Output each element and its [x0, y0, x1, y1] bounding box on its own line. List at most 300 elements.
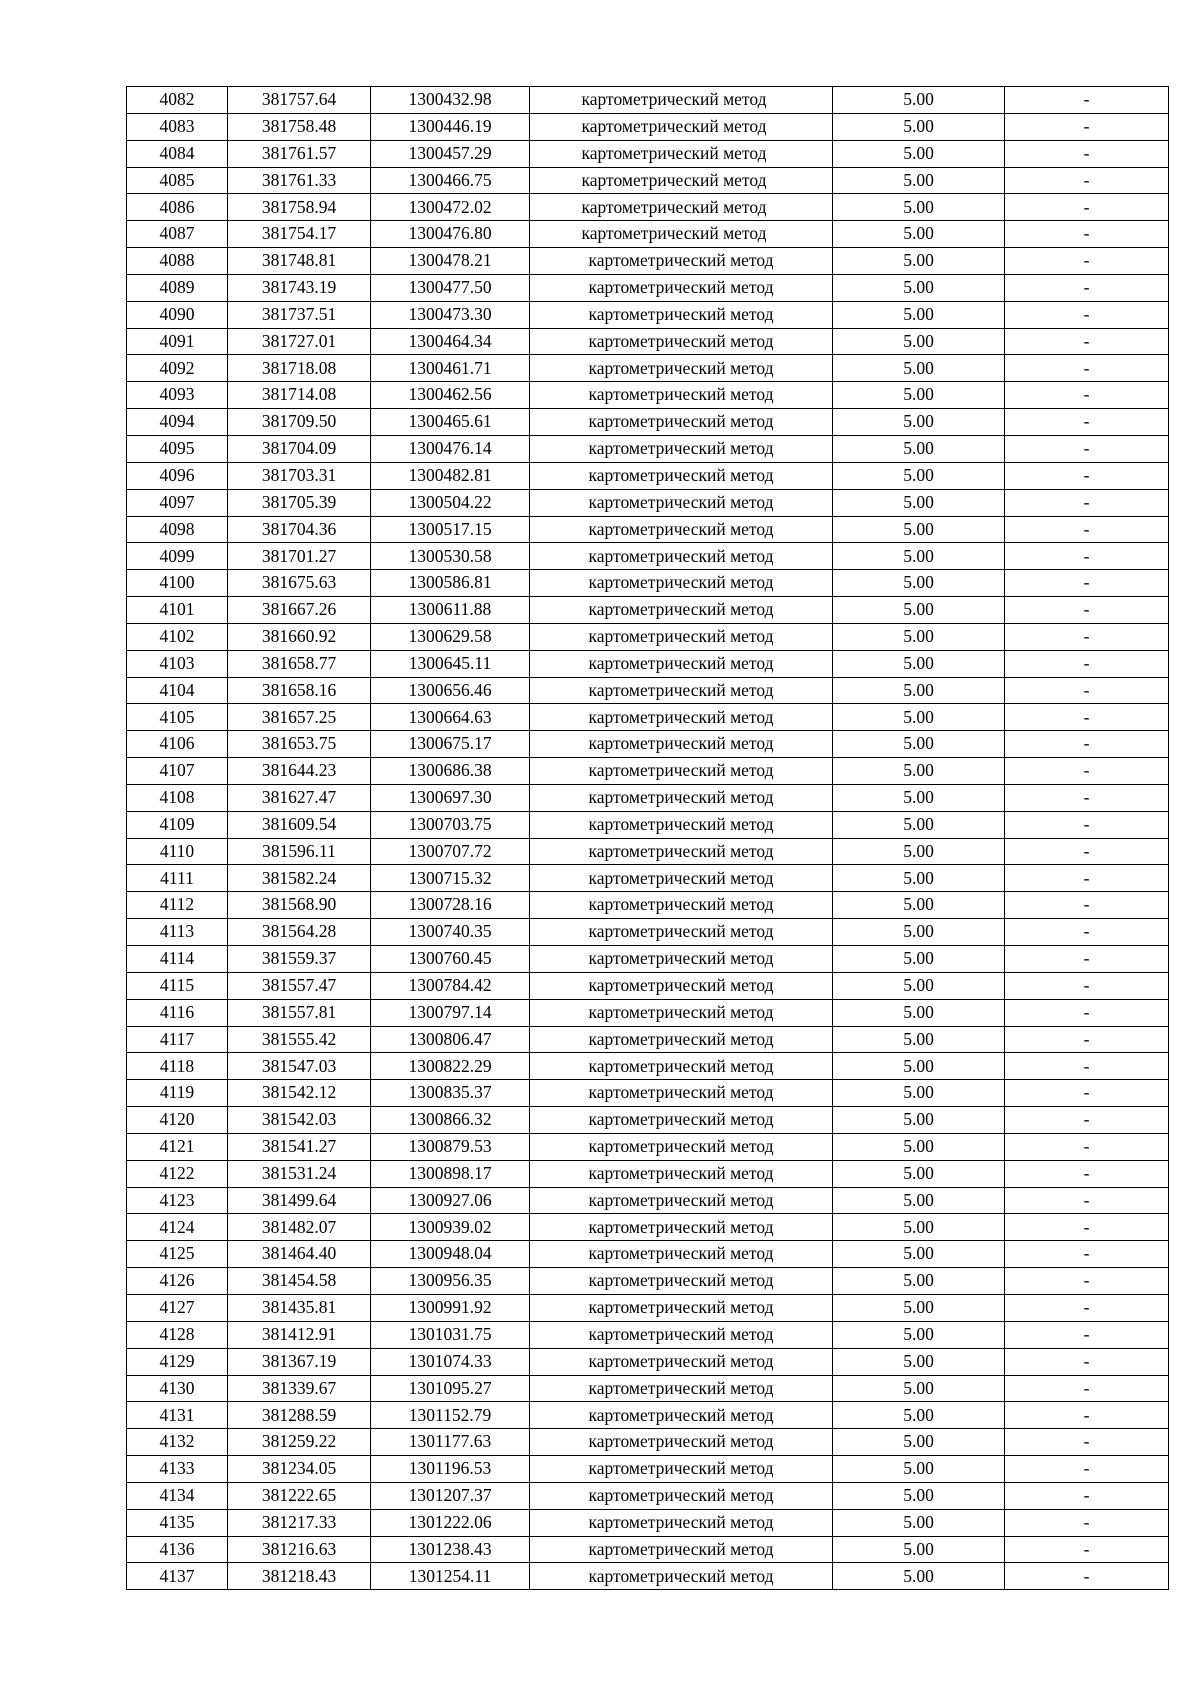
accuracy-cell: 5.00	[833, 462, 1005, 489]
x-coordinate-cell: 381435.81	[228, 1294, 371, 1321]
accuracy-cell: 5.00	[833, 435, 1005, 462]
table-row	[127, 865, 1169, 892]
x-coordinate-cell: 381339.67	[228, 1375, 371, 1402]
method-cell: картометрический метод	[530, 328, 833, 355]
method-cell: картометрический метод	[530, 1268, 833, 1295]
table-row	[127, 838, 1169, 865]
y-coordinate-cell: 1301254.11	[371, 1563, 530, 1590]
x-coordinate-cell: 381582.24	[228, 865, 371, 892]
y-coordinate-cell: 1300482.81	[371, 462, 530, 489]
y-coordinate-cell: 1300760.45	[371, 946, 530, 973]
y-coordinate-cell: 1300675.17	[371, 731, 530, 758]
x-coordinate-cell: 381737.51	[228, 301, 371, 328]
point-number-cell: 4117	[127, 1026, 228, 1053]
table-row	[127, 972, 1169, 999]
note-cell: -	[1005, 113, 1169, 140]
method-cell: картометрический метод	[530, 650, 833, 677]
y-coordinate-cell: 1301196.53	[371, 1456, 530, 1483]
accuracy-cell: 5.00	[833, 1482, 1005, 1509]
x-coordinate-cell: 381555.42	[228, 1026, 371, 1053]
method-cell: картометрический метод	[530, 892, 833, 919]
point-number-cell: 4133	[127, 1456, 228, 1483]
accuracy-cell: 5.00	[833, 1026, 1005, 1053]
y-coordinate-cell: 1300611.88	[371, 597, 530, 624]
table-row	[127, 1187, 1169, 1214]
note-cell: -	[1005, 1241, 1169, 1268]
x-coordinate-cell: 381557.81	[228, 999, 371, 1026]
table-row	[127, 570, 1169, 597]
y-coordinate-cell: 1301177.63	[371, 1429, 530, 1456]
accuracy-cell: 5.00	[833, 1348, 1005, 1375]
note-cell: -	[1005, 677, 1169, 704]
x-coordinate-cell: 381714.08	[228, 382, 371, 409]
note-cell: -	[1005, 87, 1169, 114]
note-cell: -	[1005, 1348, 1169, 1375]
y-coordinate-cell: 1301222.06	[371, 1509, 530, 1536]
x-coordinate-cell: 381234.05	[228, 1456, 371, 1483]
y-coordinate-cell: 1300797.14	[371, 999, 530, 1026]
point-number-cell: 4111	[127, 865, 228, 892]
accuracy-cell: 5.00	[833, 811, 1005, 838]
accuracy-cell: 5.00	[833, 409, 1005, 436]
y-coordinate-cell: 1300446.19	[371, 113, 530, 140]
accuracy-cell: 5.00	[833, 784, 1005, 811]
note-cell: -	[1005, 892, 1169, 919]
method-cell: картометрический метод	[530, 1321, 833, 1348]
x-coordinate-cell: 381564.28	[228, 919, 371, 946]
x-coordinate-cell: 381657.25	[228, 704, 371, 731]
accuracy-cell: 5.00	[833, 1080, 1005, 1107]
y-coordinate-cell: 1300948.04	[371, 1241, 530, 1268]
point-number-cell: 4096	[127, 462, 228, 489]
note-cell: -	[1005, 623, 1169, 650]
table-row	[127, 167, 1169, 194]
method-cell: картометрический метод	[530, 704, 833, 731]
method-cell: картометрический метод	[530, 1214, 833, 1241]
accuracy-cell: 5.00	[833, 87, 1005, 114]
x-coordinate-cell: 381644.23	[228, 758, 371, 785]
accuracy-cell: 5.00	[833, 355, 1005, 382]
method-cell: картометрический метод	[530, 489, 833, 516]
point-number-cell: 4085	[127, 167, 228, 194]
y-coordinate-cell: 1300927.06	[371, 1187, 530, 1214]
accuracy-cell: 5.00	[833, 838, 1005, 865]
accuracy-cell: 5.00	[833, 1053, 1005, 1080]
note-cell: -	[1005, 516, 1169, 543]
y-coordinate-cell: 1300530.58	[371, 543, 530, 570]
accuracy-cell: 5.00	[833, 1321, 1005, 1348]
point-number-cell: 4119	[127, 1080, 228, 1107]
x-coordinate-cell: 381761.57	[228, 140, 371, 167]
y-coordinate-cell: 1300806.47	[371, 1026, 530, 1053]
y-coordinate-cell: 1300664.63	[371, 704, 530, 731]
table-row	[127, 892, 1169, 919]
table-row	[127, 784, 1169, 811]
point-number-cell: 4120	[127, 1107, 228, 1134]
y-coordinate-cell: 1301031.75	[371, 1321, 530, 1348]
method-cell: картометрический метод	[530, 1536, 833, 1563]
note-cell: -	[1005, 1294, 1169, 1321]
method-cell: картометрический метод	[530, 946, 833, 973]
method-cell: картометрический метод	[530, 1456, 833, 1483]
note-cell: -	[1005, 489, 1169, 516]
note-cell: -	[1005, 409, 1169, 436]
point-number-cell: 4112	[127, 892, 228, 919]
table-row	[127, 194, 1169, 221]
x-coordinate-cell: 381412.91	[228, 1321, 371, 1348]
note-cell: -	[1005, 221, 1169, 248]
point-number-cell: 4122	[127, 1160, 228, 1187]
method-cell: картометрический метод	[530, 1133, 833, 1160]
x-coordinate-cell: 381609.54	[228, 811, 371, 838]
method-cell: картометрический метод	[530, 409, 833, 436]
method-cell: картометрический метод	[530, 140, 833, 167]
table-row	[127, 1482, 1169, 1509]
table-row	[127, 113, 1169, 140]
y-coordinate-cell: 1300707.72	[371, 838, 530, 865]
method-cell: картометрический метод	[530, 919, 833, 946]
table-row	[127, 731, 1169, 758]
point-number-cell: 4118	[127, 1053, 228, 1080]
y-coordinate-cell: 1300477.50	[371, 274, 530, 301]
y-coordinate-cell: 1300715.32	[371, 865, 530, 892]
x-coordinate-cell: 381559.37	[228, 946, 371, 973]
method-cell: картометрический метод	[530, 543, 833, 570]
y-coordinate-cell: 1300822.29	[371, 1053, 530, 1080]
point-number-cell: 4130	[127, 1375, 228, 1402]
point-number-cell: 4109	[127, 811, 228, 838]
note-cell: -	[1005, 1214, 1169, 1241]
accuracy-cell: 5.00	[833, 650, 1005, 677]
x-coordinate-cell: 381704.09	[228, 435, 371, 462]
accuracy-cell: 5.00	[833, 328, 1005, 355]
table-row	[127, 87, 1169, 114]
point-number-cell: 4093	[127, 382, 228, 409]
point-number-cell: 4131	[127, 1402, 228, 1429]
point-number-cell: 4098	[127, 516, 228, 543]
note-cell: -	[1005, 999, 1169, 1026]
table-row	[127, 1402, 1169, 1429]
point-number-cell: 4129	[127, 1348, 228, 1375]
point-number-cell: 4114	[127, 946, 228, 973]
note-cell: -	[1005, 435, 1169, 462]
accuracy-cell: 5.00	[833, 221, 1005, 248]
method-cell: картометрический метод	[530, 1026, 833, 1053]
method-cell: картометрический метод	[530, 1563, 833, 1590]
method-cell: картометрический метод	[530, 597, 833, 624]
note-cell: -	[1005, 1187, 1169, 1214]
point-number-cell: 4110	[127, 838, 228, 865]
table-row	[127, 946, 1169, 973]
note-cell: -	[1005, 1509, 1169, 1536]
x-coordinate-cell: 381709.50	[228, 409, 371, 436]
method-cell: картометрический метод	[530, 248, 833, 275]
x-coordinate-cell: 381758.94	[228, 194, 371, 221]
note-cell: -	[1005, 570, 1169, 597]
point-number-cell: 4107	[127, 758, 228, 785]
table-row	[127, 1026, 1169, 1053]
x-coordinate-cell: 381568.90	[228, 892, 371, 919]
y-coordinate-cell: 1301207.37	[371, 1482, 530, 1509]
y-coordinate-cell: 1300517.15	[371, 516, 530, 543]
point-number-cell: 4083	[127, 113, 228, 140]
accuracy-cell: 5.00	[833, 1107, 1005, 1134]
x-coordinate-cell: 381727.01	[228, 328, 371, 355]
table-row	[127, 1133, 1169, 1160]
method-cell: картометрический метод	[530, 435, 833, 462]
accuracy-cell: 5.00	[833, 919, 1005, 946]
accuracy-cell: 5.00	[833, 1160, 1005, 1187]
y-coordinate-cell: 1301074.33	[371, 1348, 530, 1375]
accuracy-cell: 5.00	[833, 972, 1005, 999]
table-row	[127, 758, 1169, 785]
x-coordinate-cell: 381217.33	[228, 1509, 371, 1536]
note-cell: -	[1005, 1321, 1169, 1348]
note-cell: -	[1005, 1133, 1169, 1160]
accuracy-cell: 5.00	[833, 704, 1005, 731]
y-coordinate-cell: 1300728.16	[371, 892, 530, 919]
method-cell: картометрический метод	[530, 167, 833, 194]
table-row	[127, 1160, 1169, 1187]
note-cell: -	[1005, 167, 1169, 194]
method-cell: картометрический метод	[530, 113, 833, 140]
accuracy-cell: 5.00	[833, 1429, 1005, 1456]
point-number-cell: 4104	[127, 677, 228, 704]
table-row	[127, 328, 1169, 355]
note-cell: -	[1005, 1429, 1169, 1456]
note-cell: -	[1005, 328, 1169, 355]
accuracy-cell: 5.00	[833, 1375, 1005, 1402]
note-cell: -	[1005, 1080, 1169, 1107]
y-coordinate-cell: 1300472.02	[371, 194, 530, 221]
y-coordinate-cell: 1301152.79	[371, 1402, 530, 1429]
note-cell: -	[1005, 1026, 1169, 1053]
accuracy-cell: 5.00	[833, 1563, 1005, 1590]
note-cell: -	[1005, 865, 1169, 892]
method-cell: картометрический метод	[530, 623, 833, 650]
table-row	[127, 1241, 1169, 1268]
accuracy-cell: 5.00	[833, 274, 1005, 301]
x-coordinate-cell: 381547.03	[228, 1053, 371, 1080]
method-cell: картометрический метод	[530, 677, 833, 704]
y-coordinate-cell: 1300703.75	[371, 811, 530, 838]
table-row	[127, 1321, 1169, 1348]
accuracy-cell: 5.00	[833, 1402, 1005, 1429]
point-number-cell: 4105	[127, 704, 228, 731]
table-row	[127, 1348, 1169, 1375]
note-cell: -	[1005, 274, 1169, 301]
x-coordinate-cell: 381627.47	[228, 784, 371, 811]
accuracy-cell: 5.00	[833, 570, 1005, 597]
note-cell: -	[1005, 543, 1169, 570]
method-cell: картометрический метод	[530, 784, 833, 811]
note-cell: -	[1005, 1482, 1169, 1509]
note-cell: -	[1005, 1053, 1169, 1080]
table-row	[127, 355, 1169, 382]
y-coordinate-cell: 1300898.17	[371, 1160, 530, 1187]
method-cell: картометрический метод	[530, 516, 833, 543]
point-number-cell: 4092	[127, 355, 228, 382]
table-row	[127, 623, 1169, 650]
note-cell: -	[1005, 1536, 1169, 1563]
accuracy-cell: 5.00	[833, 1268, 1005, 1295]
accuracy-cell: 5.00	[833, 946, 1005, 973]
note-cell: -	[1005, 972, 1169, 999]
accuracy-cell: 5.00	[833, 301, 1005, 328]
table-row	[127, 489, 1169, 516]
x-coordinate-cell: 381218.43	[228, 1563, 371, 1590]
accuracy-cell: 5.00	[833, 731, 1005, 758]
accuracy-cell: 5.00	[833, 248, 1005, 275]
x-coordinate-cell: 381703.31	[228, 462, 371, 489]
x-coordinate-cell: 381542.03	[228, 1107, 371, 1134]
accuracy-cell: 5.00	[833, 1536, 1005, 1563]
x-coordinate-cell: 381701.27	[228, 543, 371, 570]
note-cell: -	[1005, 462, 1169, 489]
x-coordinate-cell: 381675.63	[228, 570, 371, 597]
y-coordinate-cell: 1300740.35	[371, 919, 530, 946]
coordinates-table	[126, 86, 1169, 1590]
method-cell: картометрический метод	[530, 1080, 833, 1107]
table-row	[127, 516, 1169, 543]
y-coordinate-cell: 1300478.21	[371, 248, 530, 275]
point-number-cell: 4082	[127, 87, 228, 114]
x-coordinate-cell: 381658.77	[228, 650, 371, 677]
table-row	[127, 1053, 1169, 1080]
y-coordinate-cell: 1300784.42	[371, 972, 530, 999]
accuracy-cell: 5.00	[833, 1214, 1005, 1241]
method-cell: картометрический метод	[530, 865, 833, 892]
table-row	[127, 1214, 1169, 1241]
accuracy-cell: 5.00	[833, 1456, 1005, 1483]
table-body	[127, 87, 1169, 1590]
note-cell: -	[1005, 248, 1169, 275]
table-row	[127, 1536, 1169, 1563]
note-cell: -	[1005, 731, 1169, 758]
table-row	[127, 597, 1169, 624]
point-number-cell: 4132	[127, 1429, 228, 1456]
y-coordinate-cell: 1300476.80	[371, 221, 530, 248]
point-number-cell: 4091	[127, 328, 228, 355]
method-cell: картометрический метод	[530, 999, 833, 1026]
point-number-cell: 4123	[127, 1187, 228, 1214]
note-cell: -	[1005, 1456, 1169, 1483]
table-row	[127, 409, 1169, 436]
accuracy-cell: 5.00	[833, 543, 1005, 570]
table-row	[127, 1268, 1169, 1295]
table-row	[127, 1107, 1169, 1134]
method-cell: картометрический метод	[530, 462, 833, 489]
table-row	[127, 1294, 1169, 1321]
accuracy-cell: 5.00	[833, 597, 1005, 624]
y-coordinate-cell: 1300835.37	[371, 1080, 530, 1107]
point-number-cell: 4137	[127, 1563, 228, 1590]
x-coordinate-cell: 381658.16	[228, 677, 371, 704]
y-coordinate-cell: 1301238.43	[371, 1536, 530, 1563]
y-coordinate-cell: 1300656.46	[371, 677, 530, 704]
method-cell: картометрический метод	[530, 972, 833, 999]
note-cell: -	[1005, 194, 1169, 221]
note-cell: -	[1005, 1563, 1169, 1590]
method-cell: картометрический метод	[530, 1429, 833, 1456]
note-cell: -	[1005, 1107, 1169, 1134]
point-number-cell: 4089	[127, 274, 228, 301]
accuracy-cell: 5.00	[833, 1133, 1005, 1160]
method-cell: картометрический метод	[530, 1294, 833, 1321]
x-coordinate-cell: 381259.22	[228, 1429, 371, 1456]
x-coordinate-cell: 381705.39	[228, 489, 371, 516]
accuracy-cell: 5.00	[833, 999, 1005, 1026]
x-coordinate-cell: 381596.11	[228, 838, 371, 865]
method-cell: картометрический метод	[530, 1402, 833, 1429]
x-coordinate-cell: 381660.92	[228, 623, 371, 650]
table-row	[127, 1429, 1169, 1456]
x-coordinate-cell: 381222.65	[228, 1482, 371, 1509]
method-cell: картометрический метод	[530, 1509, 833, 1536]
table-row	[127, 704, 1169, 731]
y-coordinate-cell: 1300504.22	[371, 489, 530, 516]
accuracy-cell: 5.00	[833, 1241, 1005, 1268]
y-coordinate-cell: 1300466.75	[371, 167, 530, 194]
y-coordinate-cell: 1300629.58	[371, 623, 530, 650]
note-cell: -	[1005, 597, 1169, 624]
method-cell: картометрический метод	[530, 758, 833, 785]
y-coordinate-cell: 1300645.11	[371, 650, 530, 677]
y-coordinate-cell: 1300476.14	[371, 435, 530, 462]
note-cell: -	[1005, 1160, 1169, 1187]
x-coordinate-cell: 381499.64	[228, 1187, 371, 1214]
x-coordinate-cell: 381454.58	[228, 1268, 371, 1295]
y-coordinate-cell: 1300586.81	[371, 570, 530, 597]
point-number-cell: 4084	[127, 140, 228, 167]
x-coordinate-cell: 381482.07	[228, 1214, 371, 1241]
method-cell: картометрический метод	[530, 1348, 833, 1375]
point-number-cell: 4113	[127, 919, 228, 946]
point-number-cell: 4116	[127, 999, 228, 1026]
table-row	[127, 1375, 1169, 1402]
method-cell: картометрический метод	[530, 1375, 833, 1402]
accuracy-cell: 5.00	[833, 1509, 1005, 1536]
y-coordinate-cell: 1300939.02	[371, 1214, 530, 1241]
point-number-cell: 4134	[127, 1482, 228, 1509]
point-number-cell: 4100	[127, 570, 228, 597]
table-row	[127, 301, 1169, 328]
point-number-cell: 4086	[127, 194, 228, 221]
table-row	[127, 248, 1169, 275]
note-cell: -	[1005, 650, 1169, 677]
note-cell: -	[1005, 140, 1169, 167]
accuracy-cell: 5.00	[833, 677, 1005, 704]
x-coordinate-cell: 381531.24	[228, 1160, 371, 1187]
accuracy-cell: 5.00	[833, 865, 1005, 892]
point-number-cell: 4127	[127, 1294, 228, 1321]
point-number-cell: 4115	[127, 972, 228, 999]
note-cell: -	[1005, 811, 1169, 838]
note-cell: -	[1005, 704, 1169, 731]
x-coordinate-cell: 381758.48	[228, 113, 371, 140]
method-cell: картометрический метод	[530, 1482, 833, 1509]
accuracy-cell: 5.00	[833, 758, 1005, 785]
x-coordinate-cell: 381367.19	[228, 1348, 371, 1375]
accuracy-cell: 5.00	[833, 1187, 1005, 1214]
method-cell: картометрический метод	[530, 838, 833, 865]
table-row	[127, 1080, 1169, 1107]
method-cell: картометрический метод	[530, 1107, 833, 1134]
note-cell: -	[1005, 919, 1169, 946]
method-cell: картометрический метод	[530, 87, 833, 114]
y-coordinate-cell: 1300697.30	[371, 784, 530, 811]
table-row	[127, 1509, 1169, 1536]
